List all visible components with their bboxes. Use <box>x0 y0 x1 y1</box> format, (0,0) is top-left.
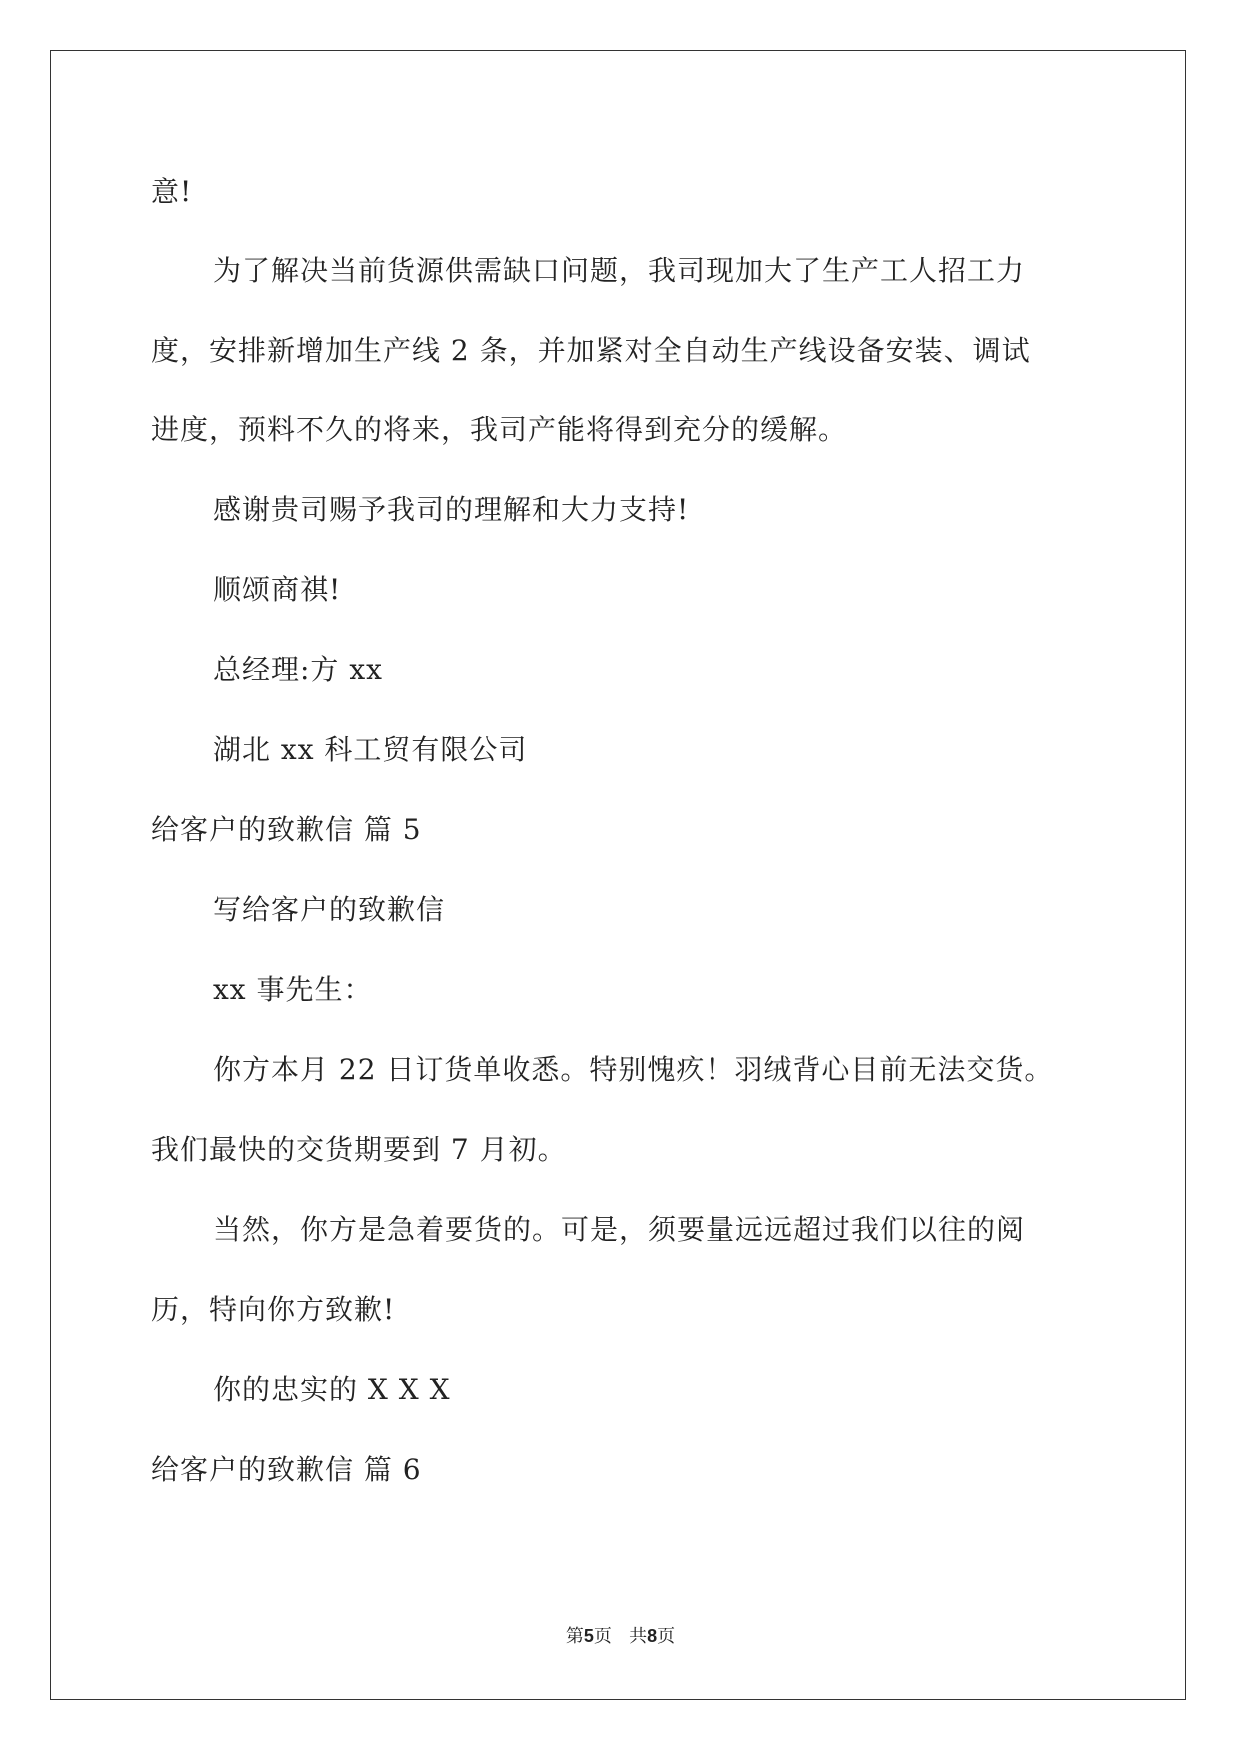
text-line: 感谢贵司赐予我司的理解和大力支持! <box>213 493 690 526</box>
current-page-number: 5 <box>583 1626 594 1646</box>
footer-suffix: 页 <box>657 1626 676 1647</box>
text-line: 进度，预料不久的将来，我司产能将得到充分的缓解。 <box>151 413 848 446</box>
text-line: 我们最快的交货期要到 7 月初。 <box>151 1133 567 1166</box>
letter-signature: 你的忠实的 X X X <box>213 1373 451 1406</box>
letter-salutation: xx 事先生： <box>213 973 373 1006</box>
page-footer <box>0 1624 1241 1649</box>
text-line: 你方本月 22 日订货单收悉。特别愧疚！羽绒背心目前无法交货。 <box>213 1053 1054 1086</box>
text-line: 当然，你方是急着要货的。可是，须要量远远超过我们以往的阅 <box>213 1213 1026 1246</box>
text-line: 总经理:方 xx <box>213 653 383 686</box>
text-line: 湖北 xx 科工贸有限公司 <box>213 733 528 766</box>
text-line: 意! <box>151 175 193 208</box>
footer-prefix: 第 <box>565 1626 584 1647</box>
text-line: 为了解决当前货源供需缺口问题，我司现加大了生产工人招工力 <box>213 254 1026 287</box>
section-heading: 给客户的致歉信 篇 5 <box>151 813 422 846</box>
text-line: 度，安排新增加生产线 2 条，并加紧对全自动生产线设备安装、调试 <box>151 334 1031 367</box>
letter-title: 写给客户的致歉信 <box>213 893 446 926</box>
total-page-count: 8 <box>647 1626 658 1646</box>
text-line: 顺颂商祺! <box>213 573 342 606</box>
text-line: 历，特向你方致歉! <box>151 1293 396 1326</box>
footer-mid: 页 共 <box>593 1626 648 1647</box>
section-heading: 给客户的致歉信 篇 6 <box>151 1453 422 1486</box>
